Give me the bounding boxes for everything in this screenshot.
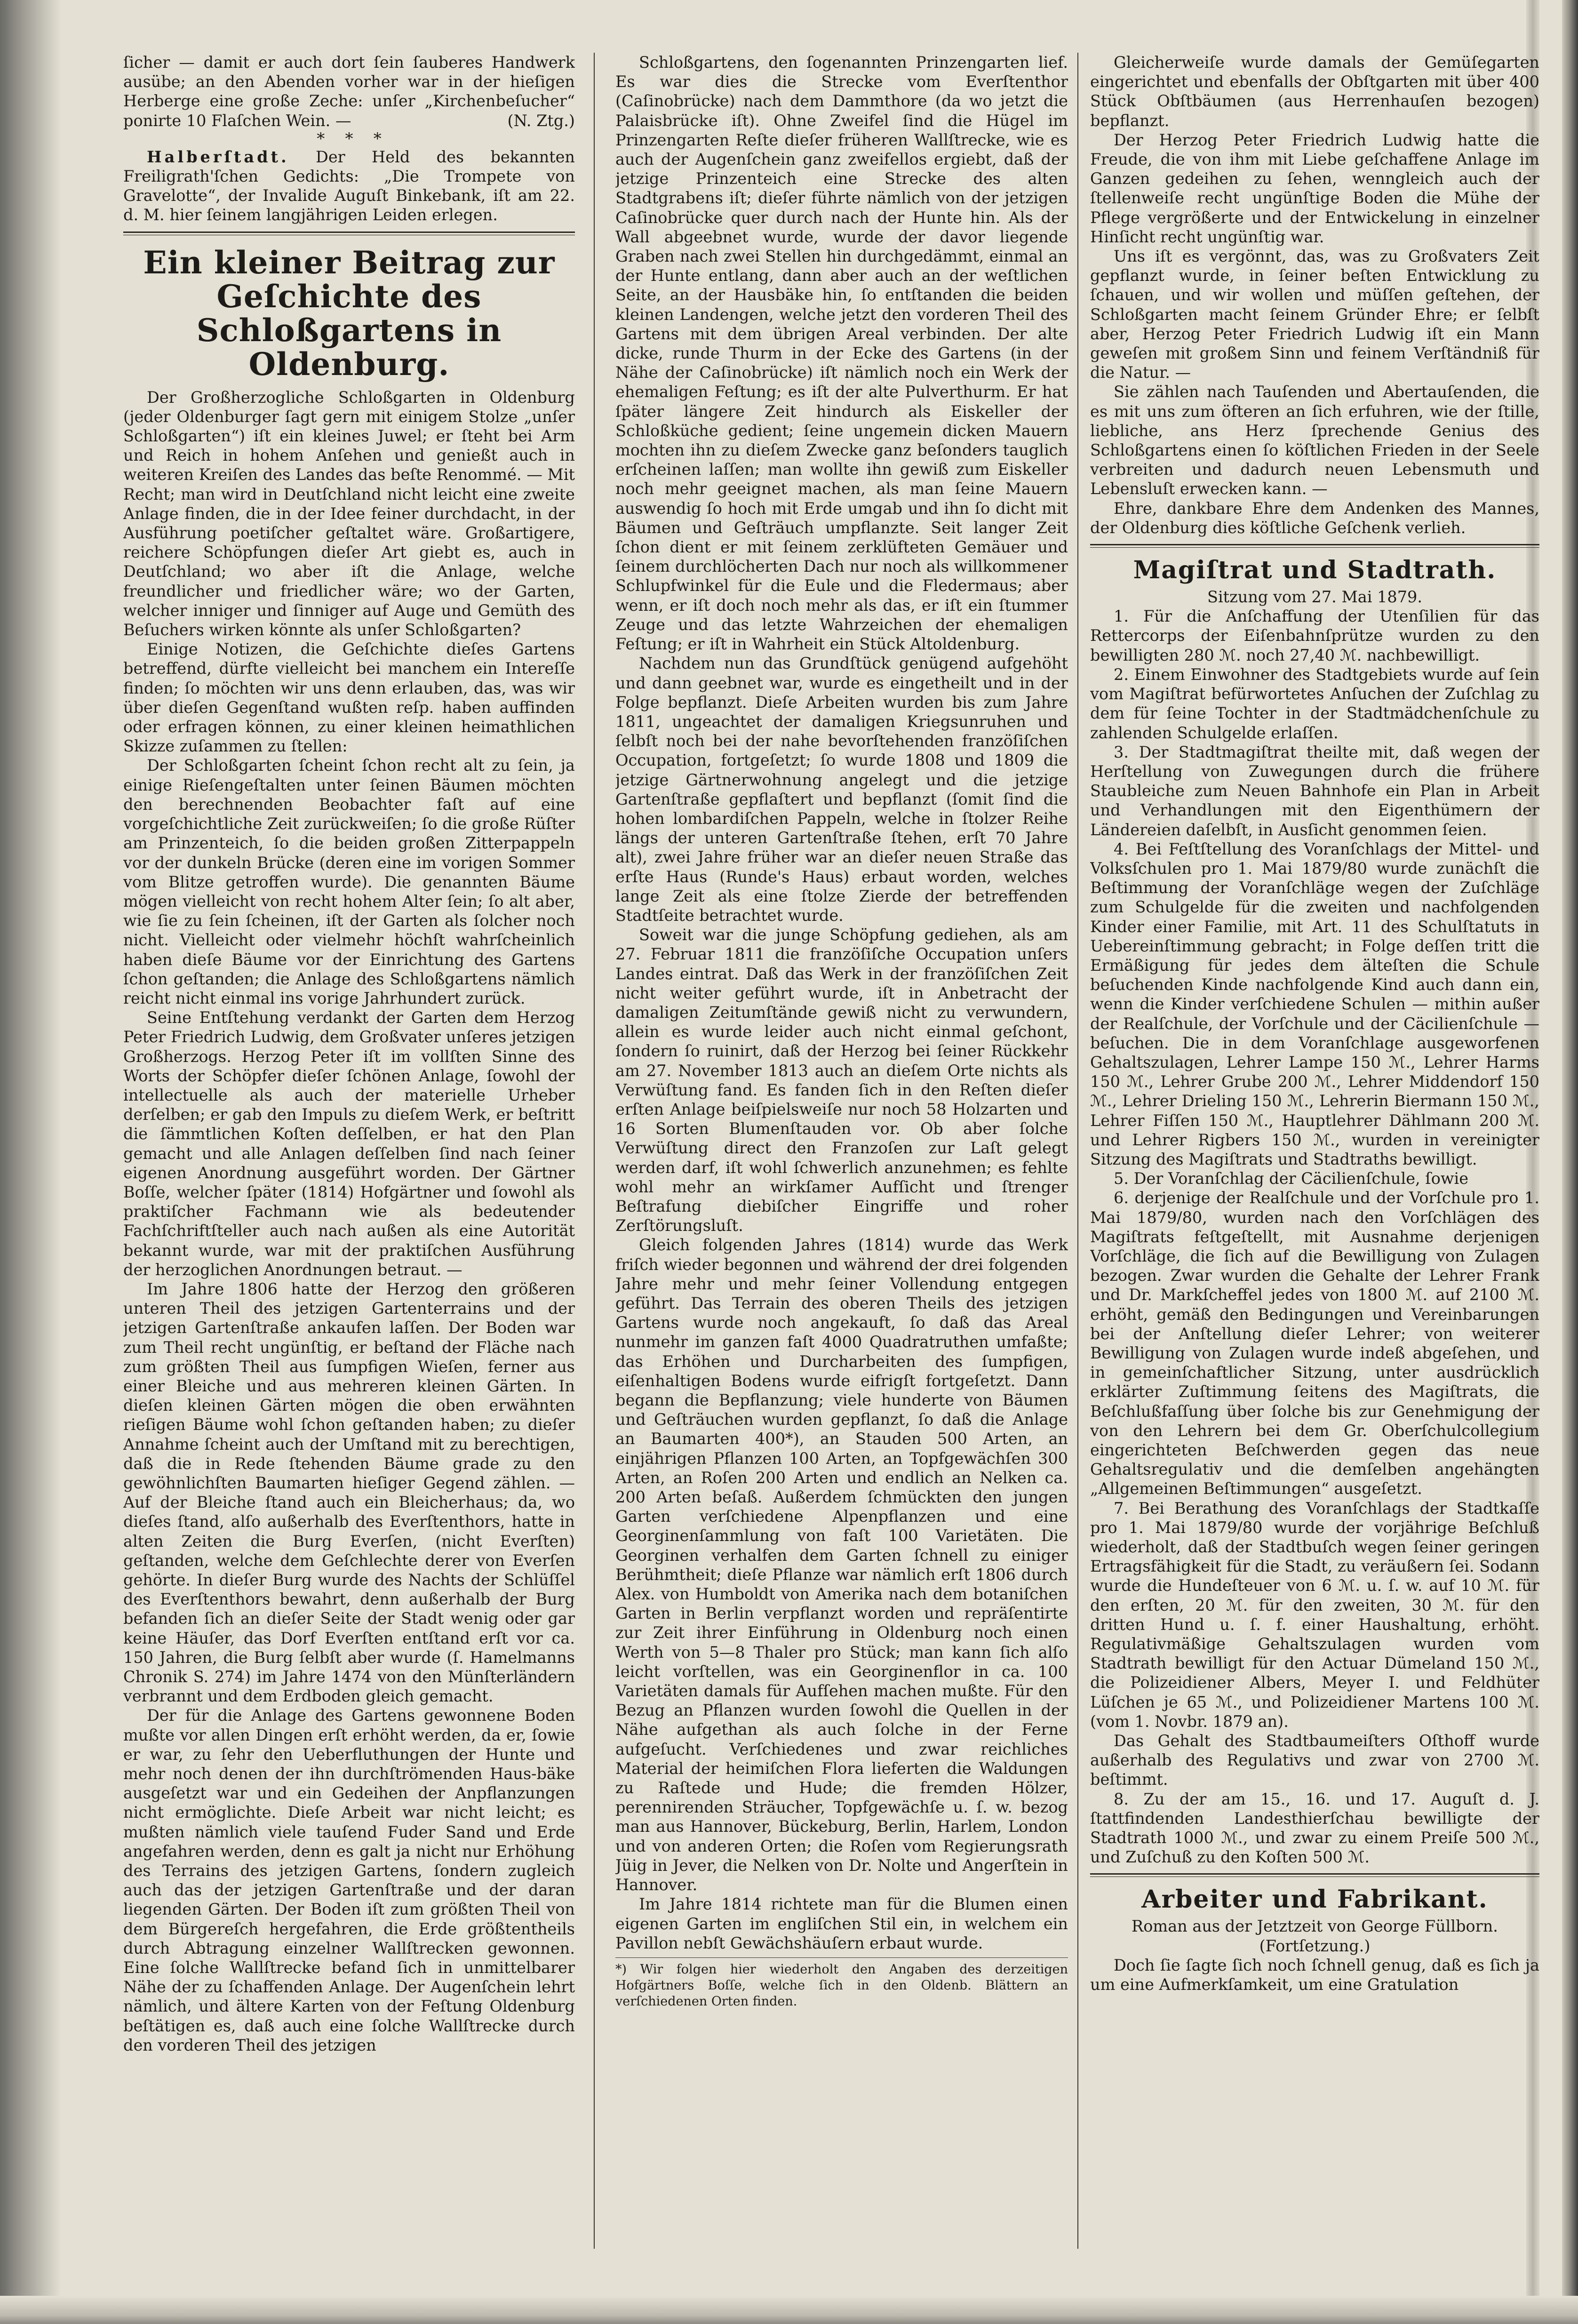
article-paragraph: Der Schloßgarten ſcheint ſchon recht alt zu ſein, ja einige Rieſengeſtalten unter ſeinen Bäumen möchten den berechnenden Beobachter faſt auf eine vorgeſchichtliche Zeit zurückweiſen; ſo die große Rüſter am Prinzenteich, ſo die beiden großen Zitterpappeln vor der dunkeln Brücke (deren eine im vorigen Sommer vom Blitze getroffen wurde). Die genannten Bäume mögen vielleicht von recht hohem Alter ſein; ſo alt aber, wie ſie zu ſein ſcheinen, iſt der Garten als ſolcher noch nicht. Vielleicht oder vielmehr höchſt wahrſcheinlich haben dieſe Bäume vor der Einrichtung des Gartens ſchon geſtanden; die Anlage des Schloßgartens nämlich reicht nicht einmal ins vorige Jahrhundert zurück. bbox=[123, 756, 575, 1007]
feuilleton-text: Doch ſie ſagte ſich noch ſchnell genug, daß es ſich ja um eine Aufmerkſamkeit, um eine Gratulation bbox=[1090, 1956, 1539, 1994]
article-headline: Ein kleiner Beitrag zur Geſchichte des Schloßgartens in Oldenburg. bbox=[143, 244, 555, 383]
article-paragraph: Einige Notizen, die Geſchichte dieſes Gartens betreffend, dürfte vielleicht bei manchem ein Intereſſe finden; ſo möchten wir uns denn erlauben, das, was wir über dieſen Gegenſtand wußten reſp. haben auffinden oder erfragen können, zu einer kleinen heimathlichen Skizze zuſammen zu ſtellen: bbox=[123, 640, 575, 756]
section-rule bbox=[123, 232, 575, 235]
magistrat-items bbox=[1090, 607, 1539, 1867]
magistrat-item: 7. Bei Berathung des Voranſchlags der Stadtkaſſe pro 1. Mai 1879/80 wurde der vorjährige Beſchluß wiederholt, daß der Stadtbuſch wegen ſeiner geringen Ertragsfähigkeit für die Stadt, zu veräußern ſei. Sodann wurde die Hundeſteuer von 6 ℳ. u. ſ. w. auf 10 ℳ. für den erſten, 20 ℳ. für den zweiten, 30 ℳ. für den dritten Hund u. ſ. f. einer Haushaltung, erhöht. Regulativmäßige Gehaltszulagen wurden vom Stadtrath bewilligt für den Actuar Dümeland 150 ℳ., die Polizeidiener Albers, Meyer I. und Feldhüter Lüſchen je 65 ℳ., und Polizeidiener Martens 100 ℳ. (vom 1. Novbr. 1879 an). bbox=[1090, 1499, 1539, 1731]
article-paragraph: Ehre, dankbare Ehre dem Andenken des Mannes, der Oldenburg dies köſtliche Geſchenk verlieh. bbox=[1090, 499, 1539, 537]
article-paragraph: Der Herzog Peter Friedrich Ludwig hatte die Freude, die von ihm mit Liebe geſchaffene Anlage im Ganzen gedeihen zu ſehen, wenngleich auch der ſtellenweiſe recht ungünſtige Boden die Mühe der Pflege vergrößerte und der Entwickelung in einzelner Hinſicht recht ungünſtig war. bbox=[1090, 130, 1539, 246]
magistrat-item: 4. Bei Feſtſtellung des Voranſchlags der Mittel- und Volksſchulen pro 1. Mai 1879/80 wurde zunächſt die Beſtimmung der Voranſchläge wegen der Zuſchläge zum Schulgelde für die zweiten und nachfolgenden Kinder einer Familie, mit Art. 11 des Schulſtatuts in Uebereinſtimmung gebracht; in Folge deſſen tritt die Ermäßigung für jedes dem älteſten die Schule beſuchenden Kinde nachfolgende Kind auch dann ein, wenn die Kinder verſchiedene Schulen — mithin außer der Realſchule, der Vorſchule und der Cäcilienſchule — beſuchen. Die in dem Voranſchlage ausgeworfenen Gehaltszulagen, Lehrer Lampe 150 ℳ., Lehrer Harms 150 ℳ., Lehrer Grube 200 ℳ., Lehrer Middendorf 150 ℳ., Lehrer Drieling 150 ℳ., Lehrerin Biermann 150 ℳ., Lehrer Fiſſen 150 ℳ., Hauptlehrer Dählmann 200 ℳ. und Lehrer Rigbers 150 ℳ., wurden in vereinigter Sitzung des Magiſtrats und Stadtraths bewilligt. bbox=[1090, 839, 1539, 1168]
magistrat-item: 5. Der Voranſchlag der Cäcilienſchule, ſowie bbox=[1114, 1169, 1469, 1188]
magistrat-item: 6. derjenige der Realſchule und der Vorſchule pro 1. Mai 1879/80, wurden nach den Vorſchlägen des Magiſtrats feſtgeſtellt, mit Ausnahme derjenigen Vorſchläge, die ſich auf die Bewilligung von Zulagen bezogen. Zwar wurden die Gehalte der Lehrer Frank und Dr. Markſcheffel jedes von 1800 ℳ. auf 2100 ℳ. erhöht, gemäß den Bedingungen und Vereinbarungen bei der Anſtellung dieſer Lehrer; von weiterer Bewilligung von Zulagen wurde indeß abgeſehen, und in gemeinſchaftlicher Sitzung, unter ausdrücklich erklärter Zuſtimmung ſeitens des Magiſtrats, die Beſchlußfaſſung über ſolche bis zur Genehmigung der von den Lehrern bei dem Gr. Oberſchulcollegium eingerichteten Beſchwerden gegen das neue Gehaltsregulativ und die demſelben angehängten „Allgemeinen Beſtimmungen“ ausgeſetzt. bbox=[1090, 1189, 1539, 1498]
article-body bbox=[123, 388, 575, 2055]
section-rule bbox=[1090, 544, 1539, 548]
article-paragraph: Im Jahre 1806 hatte der Herzog den größeren unteren Theil des jetzigen Gartenterrains und der jetzigen Gartenſtraße ankaufen laſſen. Der Boden war zum Theil recht ungünſtig, er beſtand der Fläche nach zum größten Theil aus ſumpfigen Wieſen, ferner aus einer Bleiche und aus mehreren kleinen Gärten. In dieſen kleinen Gärten mögen die oben erwähnten rieſigen Bäume wohl ſchon geſtanden haben; zu dieſer Annahme ſcheint auch der Umſtand mit zu berechtigen, daß die in Rede ſtehenden Bäume grade zu den gewöhnlichſten Baumarten hieſiger Gegend zählen. — Auf der Bleiche ſtand auch ein Bleicherhaus; da, wo dieſes ſtand, alſo außerhalb des Everſtenthors, hatte in alten Zeiten die Burg Everſen, (nicht Everſten) geſtanden, welche dem Geſchlechte derer von Everſen gehörte. In dieſer Burg wurde des Nachts der Schlüſſel des Everſtenthors bewahrt, denn außerhalb der Burg befanden ſich an dieſer Seite der Stadt wenig oder gar keine Häuſer, das Dorf Everſten entſtand erſt vor ca. 150 Jahren, die Burg ſelbſt aber wurde (ſ. Hamelmanns Chronik S. 274) im Jahre 1474 von den Münſterländern verbrannt und dem Erdboden gleich gemacht. bbox=[123, 1279, 575, 1706]
column-rule-2 bbox=[1077, 53, 1078, 2249]
column-rule-1 bbox=[594, 53, 595, 2249]
article-paragraph: Der Großherzogliche Schloßgarten in Oldenburg (jeder Oldenburger ſagt gern mit einigem Stolze „unſer Schloßgarten“) iſt ein kleines Juwel; er ſteht bei Arm und Reich in hohem Anſehen und genießt auch in weiteren Kreiſen des Landes das beſte Renommé. — Mit Recht; man wird in Deutſchland nicht leicht eine zweite Anlage finden, die in der Idee feiner durchdacht, in der Ausführung poetiſcher geſtaltet wäre. Großartigere, reichere Schöpfungen dieſer Art giebt es, auch in Deutſchland; wo aber iſt die Anlage, welche freundlicher und friedlicher wäre; wo der Garten, welcher inniger und ſinniger auf Auge und Gemüth des Beſuchers wirken könnte als unſer Schloßgarten? bbox=[123, 388, 575, 639]
magistrat-date: Sitzung vom 27. Mai 1879. bbox=[1207, 588, 1422, 607]
article-paragraph: Uns iſt es vergönnt, das, was zu Großvaters Zeit gepflanzt wurde, in ſeiner beſten Entwicklung zu ſchauen, und wir wollen und müſſen geſtehen, der Schloßgarten macht ſeinem Gründer Ehre; er ſelbſt aber, Herzog Peter Friedrich Ludwig iſt ein Mann geweſen mit großem Sinn und feinem Verſtändniß für die Natur. — bbox=[1090, 247, 1539, 382]
article-paragraph: Nachdem nun das Grundſtück genügend aufgehöht und dann geebnet war, wurde es eingetheilt und in der Folge bepflanzt. Dieſe Arbeiten wurden bis zum Jahre 1811, ungeachtet der damaligen Kriegsunruhen und ſelbſt noch bei der nahe bevorſtehenden franzöſiſchen Occupation, fortgeſetzt; ſo wurde 1808 und 1809 die jetzige Gärtnerwohnung angelegt und die jetzige Gartenſtraße gepflaſtert und bepflanzt (ſomit ſind die hohen lombardiſchen Pappeln, welche in ſtolzer Reihe längs der unteren Gartenſtraße ſtehen, erſt 70 Jahre alt), zwei Jahre früher war an dieſer neuen Straße das erſte Haus (Runde's Haus) erbaut worden, welches lange Zeit als eine ſtolze Zierde der betreffenden Stadtſeite betrachtet wurde. bbox=[615, 654, 1068, 925]
halberstadt-paragraph bbox=[123, 147, 575, 225]
scan-edge-left bbox=[0, 0, 61, 2324]
magistrat-headline: Magiſtrat und Stadtrath. bbox=[1133, 556, 1497, 585]
footnote: *) Wir folgen hier wiederholt den Angaben des derzeitigen Hofgärtners Boſſe, welche ſich in den Oldenb. Blättern an verſchiedenen Orten finden. bbox=[615, 1957, 1068, 2010]
feuilleton-subtitle: Roman aus der Jetztzeit von George Füllborn. bbox=[1132, 1917, 1498, 1936]
magistrat-item: Das Gehalt des Stadtbaumeiſters Oſthoff wurde außerhalb des Regulativs und zwar von 2700 ℳ. beſtimmt. bbox=[1090, 1732, 1539, 1789]
intro-paragraph bbox=[123, 53, 575, 130]
scan-edge-right bbox=[1562, 0, 1578, 2324]
intro-source: (N. Ztg.) bbox=[507, 111, 575, 130]
article-paragraph: Sie zählen nach Tauſenden und Abertauſenden, die es mit uns zum öfteren an ſich erfuhren, wie der ſtille, liebliche, ans Herz ſprechende Genius des Schloßgartens einen ſo köſtlichen Frieden in der Seele verbreiten und dadurch neuen Lebensmuth und Lebensluſt erwecken kann. — bbox=[1090, 383, 1539, 498]
column-left bbox=[123, 53, 575, 2249]
article-paragraph: Soweit war die junge Schöpfung gediehen, als am 27. Februar 1811 die franzöſiſche Occupation unſers Landes eintrat. Daß das Werk in der franzöſiſchen Zeit nicht weiter geführt wurde, iſt in Anbetracht der damaligen Zeitumſtände gewiß nicht zu verwundern, allein es wurde leider auch nicht einmal geſchont, ſondern ſo ruinirt, daß der Herzog bei ſeiner Rückkehr am 27. November 1813 auch an dieſem Orte nichts als Verwüſtung fand. Es fanden ſich in den Reſten dieſer erſten Anlage beiſpielsweiſe nur noch 58 Holzarten und 16 Sorten Blumenſtauden vor. Ob aber ſolche Verwüſtung direct den Franzoſen zur Laſt gelegt werden darf, iſt wohl ſchwerlich anzunehmen; es fehlte wohl mehr an wirkſamer Aufſicht und ſtrenger Beſtrafung diebiſcher Eingriffe und roher Zerſtörungsluſt. bbox=[615, 926, 1068, 1235]
intro-text: ſicher — damit er auch dort ſein ſauberes Handwerk ausübe; an den Abenden vorher war in der hieſigen Herberge eine große Zeche: unſer „Kirchenbeſucher“ ponirte 10 Flaſchen Wein. — bbox=[123, 53, 575, 130]
article-paragraph: Der für die Anlage des Gartens gewonnene Boden mußte vor allen Dingen erſt erhöht werden, da er, ſowie er war, zu ſehr den Ueberfluthungen der Hunte und mehr noch denen der ihn durchſtrömenden Haus-bäke ausgeſetzt war und ein Gedeihen der Anpflanzungen nicht ermöglichte. Dieſe Arbeit war nicht leicht; es mußten nämlich viele tauſend Fuder Sand und Erde angefahren werden, denn es galt ja nicht nur Erhöhung des Terrains des jetzigen Gartens, ſondern zugleich auch das der jetzigen Gartenſtraße und der daran liegenden Gärten. Der Boden iſt zum größten Theil von dem Bürgereſch hergefahren, die Erde größtentheils durch Abtragung einzelner Wallſtrecken gewonnen. Eine ſolche Wallſtrecke befand ſich in unmittelbarer Nähe der zu ſchaffenden Anlage. Der Augenſchein lehrt nämlich, und ältere Karten von der Feſtung Oldenburg beſtätigen es, daß auch eine ſolche Wallſtrecke durch den vorderen Theil des jetzigen bbox=[123, 1706, 575, 2054]
feuilleton-headline: Arbeiter und Fabrikant. bbox=[1141, 1885, 1488, 1914]
magistrat-item: 1. Für die Anſchaffung der Utenſilien für das Rettercorps der Eiſenbahnſprütze wurden zu den bewilligten 280 ℳ. noch 27,40 ℳ. nachbewilligt. bbox=[1090, 607, 1539, 664]
article-paragraph: Gleicherweiſe wurde damals der Gemüſegarten eingerichtet und ebenfalls der Obſtgarten mit über 400 Stück Obſtbäumen (aus Herrenhauſen bezogen) bepflanzt. bbox=[1090, 53, 1539, 130]
article-body-continued bbox=[615, 53, 1068, 1953]
article-paragraph: Seine Entſtehung verdankt der Garten dem Herzog Peter Friedrich Ludwig, dem Großvater unſeres jetzigen Großherzogs. Herzog Peter iſt im vollſten Sinne des Worts der Schöpfer dieſer ſchönen Anlage, ſowohl der intellectuelle als auch der materielle Urheber derſelben; er gab den Impuls zu dieſem Werk, er beſtritt die ſämmtlichen Koſten deſſelben, er hat den Plan gemacht und alle Anlagen deſſelben ſind nach ſeiner eigenen Anordnung ausgeführt worden. Der Gärtner Boſſe, welcher ſpäter (1814) Hofgärtner und ſowohl als praktiſcher Fachmann wie als bedeutender Fachſchriftſteller auch nach außen als eine Autorität bekannt wurde, war mit der praktiſchen Ausführung der herzoglichen Anordnungen betraut. — bbox=[123, 1008, 575, 1279]
article-ending bbox=[1090, 53, 1539, 537]
feuilleton-continuation: (Fortſetzung.) bbox=[1259, 1936, 1371, 1955]
magistrat-item: 2. Einem Einwohner des Stadtgebiets wurde auf ſein vom Magiſtrat befürwortetes Anſuchen der Zuſchlag zu dem für ſeine Tochter in der Stadtmädchenſchule zu zahlenden Schulgelde erlaſſen. bbox=[1090, 665, 1539, 742]
article-paragraph: Im Jahre 1814 richtete man für die Blumen einen eigenen Garten im engliſchen Stil ein, in welchem ein Pavillon nebſt Gewächshäuſern erbaut wurde. bbox=[615, 1895, 1068, 1952]
section-rule bbox=[1090, 1873, 1539, 1877]
separator-stars: * * * bbox=[317, 129, 382, 148]
column-right bbox=[1090, 53, 1539, 2249]
magistrat-item: 3. Der Stadtmagiſtrat theilte mit, daß wegen der Herſtellung von Zuwegungen durch die frühere Staubleiche zum Neuen Bahnhofe ein Plan in Arbeit und Verhandlungen mit den Eigenthümern der Ländereien daſelbſt, in Ausſicht genommen ſeien. bbox=[1090, 743, 1539, 839]
column-middle bbox=[615, 53, 1068, 2249]
magistrat-item: 8. Zu der am 15., 16. und 17. Auguſt d. J. ſtattfindenden Landesthierſchau bewilligte der Stadtrath 1000 ℳ., und zwar zu einem Preiſe 500 ℳ., und Zuſchuß zu den Koſten 500 ℳ. bbox=[1090, 1789, 1539, 1867]
halberstadt-label: Halberſtadt. bbox=[147, 147, 289, 166]
scan-edge-bottom bbox=[0, 2296, 1578, 2324]
article-paragraph: Schloßgartens, den ſogenannten Prinzengarten lief. Es war dies die Strecke vom Everſtenthor (Caſinobrücke) nach dem Dammthore (da wo jetzt die Palaisbrücke iſt). Ohne Zweifel ſind die Hügel im Prinzengarten Reſte dieſer früheren Wallſtrecke, wie es auch der Augenſchein ganz zweifellos ergiebt, daß der jetzige Prinzenteich eine Strecke des alten Stadtgrabens iſt; dieſer führte nämlich von der jetzigen Caſinobrücke quer durch nach der Hunte hin. Als der Wall abgeebnet wurde, wurde der davor liegende Graben nach zwei Stellen hin durchgedämmt, einmal an der Hunte entlang, dann aber auch an der weſtlichen Seite, an der Hausbäke hin, ſo entſtanden die beiden kleinen Landengen, welche jetzt den vorderen Theil des Gartens mit dem übrigen Areal verbinden. Der alte dicke, runde Thurm in der Ecke des Gartens (in der Nähe der Caſinobrücke) iſt nämlich noch ein Werk der ehemaligen Feſtung; es iſt der alte Pulverthurm. Er hat ſpäter längere Zeit hindurch als Eiskeller der Schloßküche gedient; ſeine ungemein dicken Mauern mochten ihn zu dieſem Zwecke ganz beſonders tauglich erſcheinen laſſen; man wollte ihn gewiß zum Eiskeller noch mehr geeignet machen, als man ſeine Mauern auswendig ſo hoch mit Erde umgab und ihn ſo dicht mit Bäumen und Geſträuch umpflanzte. Seit langer Zeit ſchon dient er mit ſeinem zerklüfteten Gemäuer und ſeinem durchlöcherten Dach nur noch als willkommener Schlupfwinkel für die Eule und die Fledermaus; aber wenn, er iſt doch noch mehr als das, er iſt ein ſtummer Zeuge und das letzte Wahrzeichen der ehemaligen Feſtung; er iſt in Wahrheit ein Stück Altoldenburg. bbox=[615, 53, 1068, 654]
halberstadt-text: Der Held des bekannten Freiligrath'ſchen Gedichts: „Die Trompete von Gravelotte“, der Invalide Auguſt Binkebank, iſt am 22. d. M. hier ſeinem langjährigen Leiden erlegen. bbox=[123, 147, 575, 224]
article-paragraph: Gleich folgenden Jahres (1814) wurde das Werk friſch wieder begonnen und während der drei folgenden Jahre mehr und mehr ſeiner Vollendung entgegen geführt. Das Terrain des oberen Theils des jetzigen Gartens wurde noch angekauft, ſo daß das Areal nunmehr im ganzen faſt 4000 Quadratruthen umfaßte; das Erhöhen und Durcharbeiten des ſumpfigen, eiſenhaltigen Bodens wurde eifrigſt fortgeſetzt. Dann begann die Bepflanzung; viele hunderte von Bäumen und Geſträuchen wurden gepflanzt, ſo daß die Anlage an Baumarten 400*), an Stauden 500 Arten, an einjährigen Pflanzen 100 Arten, an Topfgewächſen 300 Arten, an Roſen 200 Arten und endlich an Nelken ca. 200 Arten beſaß. Außerdem ſchmückten den jungen Garten verſchiedene Alpenpflanzen und eine Georginenſammlung von faſt 100 Varietäten. Die Georginen verhalfen dem Garten ſchnell zu einiger Berühmtheit; dieſe Pflanze war nämlich erſt 1806 durch Alex. von Humboldt von Amerika nach dem botaniſchen Garten in Berlin verpflanzt worden und repräſentirte zur Zeit ihrer Einführung in Oldenburg noch einen Werth von 5—8 Thaler pro Stück; man kann ſich alſo leicht vorſtellen, was ein Georginenflor in ca. 100 Varietäten damals für Aufſehen machen mußte. Für den Bezug an Pflanzen wurden ſowohl die Quellen in der Nähe aufgethan als auch ſolche in der Ferne aufgeſucht. Verſchiedenes und zwar reichliches Material der heimiſchen Flora lieferten die Waldungen zu Raſtede und Hude; die fremden Hölzer, perennirenden Sträucher, Topfgewächſe u. ſ. w. bezog man aus Hannover, Bückeburg, Berlin, Harlem, London und von anderen Orten; die Roſen vom Regierungsrath Jüig in Jever, die Nelken von Dr. Nolte und Angerſtein in Hannover. bbox=[615, 1236, 1068, 1894]
